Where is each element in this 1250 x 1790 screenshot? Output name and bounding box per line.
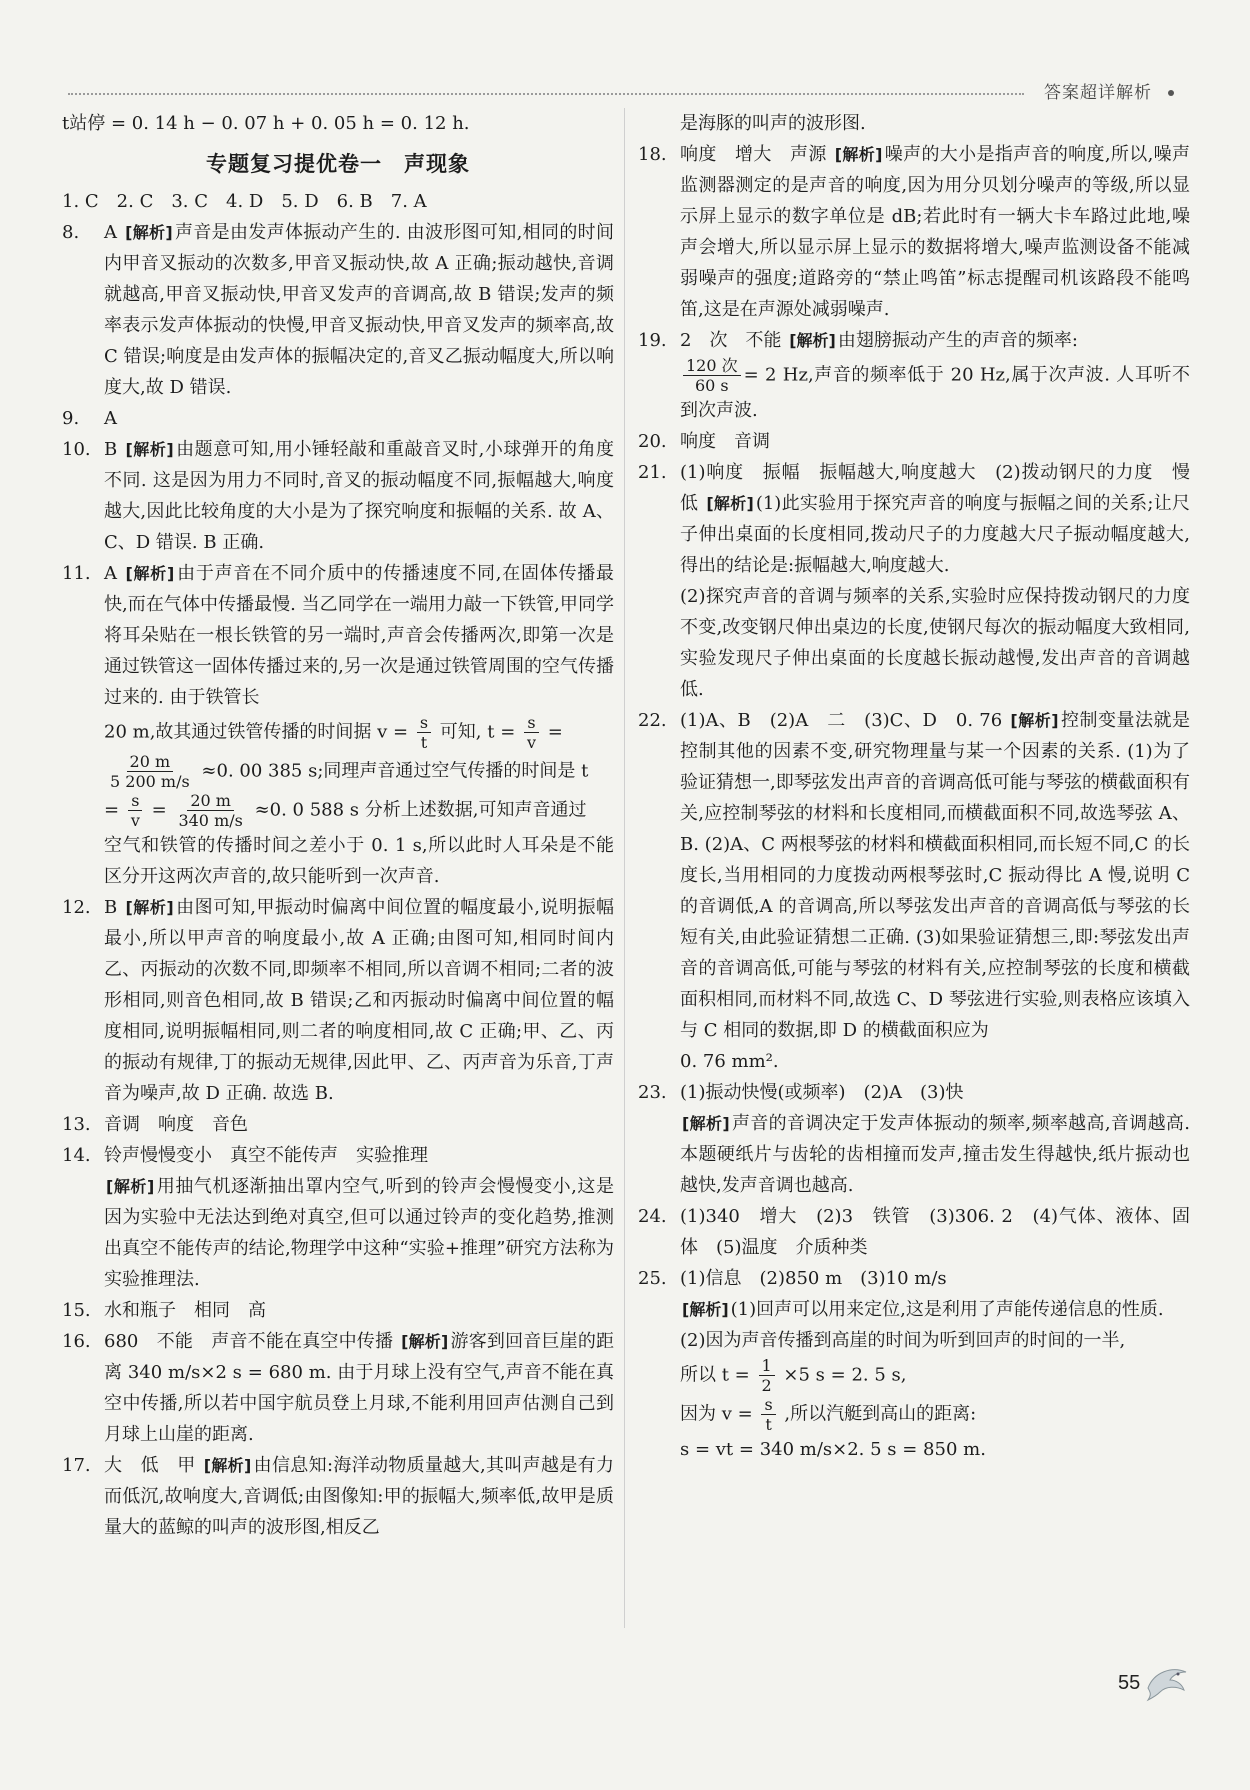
question-8 xyxy=(62,217,614,403)
fraction-s-over-v xyxy=(128,791,143,830)
question-number: 11. xyxy=(62,563,91,584)
analysis-text: 用抽气机逐渐抽出罩内空气,听到的铃声会慢慢变小,这是因为实验中无法达到绝对真空,但可以通过铃声的变化趋势,推测出真空不能传声的结论,物理学中这种“实验+推理”研究方法称为实验推理法. xyxy=(104,1176,614,1290)
analysis-text: 声音是由发声体振动产生的. 由波形图可知,相同的时间内甲音叉振动的次数多,甲音叉振动快,故 A 正确;振动越快,音调就越高,甲音叉振动快,甲音叉发声的音调高,故 B 错误;发声的频率表示发声体振动的快慢,甲音叉振动快,甲音叉发声的频率高,故 C 错误;响度是由发声体的振幅决定的,音叉乙振动幅度大,所以响度大,故 D 错误. xyxy=(104,222,614,398)
answer: 680 不能 声音不能在真空中传播 xyxy=(104,1331,394,1352)
question-number: 17. xyxy=(62,1455,91,1476)
analysis-tag: [解析] xyxy=(125,898,174,917)
fraction-120-over-60 xyxy=(683,356,741,395)
question-number: 15. xyxy=(62,1300,91,1321)
question-number: 22. xyxy=(638,710,667,731)
question-number: 16. xyxy=(62,1331,91,1352)
question-9 xyxy=(62,403,614,434)
analysis-tag: [解析] xyxy=(125,440,174,459)
formula-text: 20 m,故其通过铁管传播的时间据 v = xyxy=(104,721,409,743)
answer: 水和瓶子 相同 高 xyxy=(104,1300,266,1321)
denominator: t xyxy=(420,733,428,752)
dolphin-icon xyxy=(1142,1658,1192,1708)
question-12 xyxy=(62,892,614,1109)
analysis-tag: [解析] xyxy=(125,223,173,242)
formula-line-3 xyxy=(104,791,614,830)
analysis-tag: [解析] xyxy=(682,1300,729,1319)
formula-text: 因为 v = xyxy=(680,1403,753,1425)
question-number: 14. xyxy=(62,1145,91,1166)
analysis-tag: [解析] xyxy=(203,1456,252,1475)
answer: 2 次 不能 xyxy=(680,330,782,351)
top-formula-line: t站停 = 0. 14 h − 0. 07 h + 0. 05 h = 0. 12 h. xyxy=(62,113,470,134)
denominator: t xyxy=(765,1415,772,1434)
header-rule xyxy=(68,93,1024,95)
formula-line-1 xyxy=(680,1356,1190,1395)
numerator: 20 m xyxy=(187,791,234,811)
answer: A xyxy=(104,563,117,584)
question-number: 13. xyxy=(62,1114,91,1135)
answer: A xyxy=(104,408,117,429)
numerator: 120 次 xyxy=(683,356,741,376)
analysis-text: 游客到回音巨崖的距离 340 m/s×2 s = 680 m. 由于月球上没有空气,声音不能在真空中传播,所以若中国宇航员登上月球,不能利用回声估测自己到月球上山崖的距离. xyxy=(104,1331,615,1445)
analysis-tag: [解析] xyxy=(789,331,836,350)
column-divider xyxy=(624,108,625,1628)
denominator: v xyxy=(130,811,140,830)
numerator: s xyxy=(761,1395,775,1415)
page-number: 55 xyxy=(1118,1672,1141,1694)
answer: 响度 增大 声源 xyxy=(680,144,827,165)
formula-text: = xyxy=(104,799,120,821)
analysis-tag: [解析] xyxy=(1010,711,1059,730)
question-15 xyxy=(62,1295,614,1326)
question-number: 21. xyxy=(638,462,667,483)
analysis-text: 由翅膀振动产生的声音的频率: xyxy=(837,330,1078,351)
header-dot xyxy=(1168,90,1174,96)
formula-text: 所以 t = xyxy=(680,1364,750,1386)
analysis-tag: [解析] xyxy=(125,564,175,583)
answer: B xyxy=(104,897,118,918)
answer: (1)振动快慢(或频率) (2)A (3)快 xyxy=(680,1082,964,1103)
question-18 xyxy=(638,139,1190,325)
answer: 音调 响度 音色 xyxy=(104,1114,248,1135)
question-17 xyxy=(62,1450,614,1543)
numerator: 20 m xyxy=(127,752,174,772)
analysis-text: (1)回声可以用来定位,这是利用了声能传递信息的性质. xyxy=(730,1299,1164,1320)
answer: 大 低 甲 xyxy=(104,1455,196,1476)
analysis-tag: [解析] xyxy=(706,494,754,513)
analysis-text: (1)此实验用于探究声音的响度与振幅之间的关系;让尺子伸出桌面的长度相同,拨动尺子的力度越大尺子振动幅度越大,得出的结论是:振幅越大,响度越大. xyxy=(680,493,1190,576)
analysis-text: 空气和铁管的传播时间之差小于 0. 1 s,所以此时人耳朵是不能区分开这两次声音的,故只能听到一次声音. xyxy=(104,835,614,887)
analysis-text: 控制变量法就是控制其他的因素不变,研究物理量与某一个因素的关系. (1)为了验证猜想一,即琴弦发出声音的音调高低可能与琴弦的横截面积有关,应控制琴弦的材料和长度相同,而横截面积不同,故选琴弦 A、B. (2)A、C 两根琴弦的材料和横截面积相同,而长短不同,C 的长度长,当用相同的力度拨动两根琴弦时,C 振动得比 A 慢,说明 C 的音调低,A 的音调高,所以琴弦发出声音的音调高低与琴弦的长短有关,由此验证猜想二正确. (3)如果验证猜想三,即:琴弦发出声音的音调高低,可能与琴弦的材料有关,应控制琴弦的长度和横截面积相同,而材料不同,故选 C、D 琴弦进行实验,则表格应该填入与 C 相同的数据,即 D 的横截面积应为 xyxy=(680,710,1190,1041)
question-number: 23. xyxy=(638,1082,667,1103)
question-14 xyxy=(62,1140,614,1295)
answers-1-7: 1. C 2. C 3. C 4. D 5. D 6. B 7. A xyxy=(62,191,427,212)
analysis-text: 由图可知,甲振动时偏离中间位置的幅度最小,说明振幅最小,所以甲声音的响度最小,故 A 正确;由图可知,相同时间内乙、丙振动的次数不同,即频率不相同,所以音调不相同;二者的波形相同,则音色相同,故 B 错误;乙和丙振动时偏离中间位置的幅度相同,说明振幅相同,则二者的响度相同,故 C 正确;甲、乙、丙的振动有规律,丁的振动无规律,因此甲、乙、丙声音为乐音,丁声音为噪声,故 D 正确. 故选 B. xyxy=(104,897,614,1104)
formula-text: = xyxy=(151,799,167,821)
question-number: 8. xyxy=(62,222,80,243)
fraction-s-over-v xyxy=(524,713,539,752)
formula-text: ×5 s = 2. 5 s, xyxy=(783,1364,907,1386)
formula-text: 可知, t = xyxy=(439,721,516,743)
answer: (1)340 增大 (2)3 铁管 (3)306. 2 (4)气体、液体、固体 (5)温度 介质种类 xyxy=(680,1206,1190,1258)
analysis-text: 由题意可知,用小锤轻敲和重敲音叉时,小球弹开的角度不同. 这是因为用力不同时,音叉的振动幅度不同,振幅越大,响度越大,因此比较角度的大小是为了探究响度和振幅的关系. 故 A、C、D 错误. B 正确. xyxy=(104,439,614,553)
answer: A xyxy=(104,222,117,243)
fraction-20m-over-5200 xyxy=(107,752,193,791)
answer: 铃声慢慢变小 真空不能传声 实验推理 xyxy=(104,1145,428,1166)
formula-line-2 xyxy=(680,1395,1190,1434)
formula-text: = xyxy=(547,721,563,743)
fraction-one-half xyxy=(759,1356,775,1395)
fraction-s-over-t xyxy=(761,1395,775,1434)
formula-line-1 xyxy=(104,713,614,752)
question-number: 25. xyxy=(638,1268,667,1289)
fraction-s-over-t xyxy=(417,713,431,752)
question-22 xyxy=(638,705,1190,1077)
analysis-tag: [解析] xyxy=(401,1332,449,1351)
analysis-text: 由于声音在不同介质中的传播速度不同,在固体传播最快,而在气体中传播最慢. 当乙同学在一端用力敲一下铁管,甲同学将耳朵贴在一根长铁管的另一端时,声音会传播两次,即第一次是通过铁管这一固体传播过来的,另一次是通过铁管周围的空气传播过来的. 由于铁管长 xyxy=(104,563,614,708)
analysis-text: 噪声的大小是指声音的响度,所以,噪声监测器测定的是声音的响度,因为用分贝划分噪声的等级,所以显示屏上显示的数字单位是 dB;若此时有一辆大卡车路过此地,噪声会增大,所以显示屏上显示的数据将增大,噪声监测设备不能减弱噪声的强度;道路旁的“禁止鸣笛”标志提醒司机该路段不能鸣笛,这是在声源处减弱噪声. xyxy=(680,144,1190,320)
analysis-text: (2)因为声音传播到高崖的时间为听到回声的时间的一半, xyxy=(680,1330,1126,1351)
right-column xyxy=(638,108,1208,1465)
formula-line-3: s = vt = 340 m/s×2. 5 s = 850 m. xyxy=(680,1439,986,1460)
question-24 xyxy=(638,1201,1190,1263)
question-number: 20. xyxy=(638,431,667,452)
formula-text: ≈0. 0 588 s 分析上述数据,可知声音通过 xyxy=(254,799,587,821)
question-number: 10. xyxy=(62,439,91,460)
question-11 xyxy=(62,558,614,892)
left-column xyxy=(62,108,614,1543)
header-label: 答案超详解析 xyxy=(1044,83,1152,103)
numerator: s xyxy=(128,791,142,811)
numerator: s xyxy=(417,713,431,733)
area-value: 0. 76 xyxy=(680,1051,726,1072)
section-title: 专题复习提优卷一 声现象 xyxy=(206,152,470,176)
analysis-text: 声音的音调决定于发声体振动的频率,频率越高,音调越高. 本题硬纸片与齿轮的齿相撞而发声,撞击发生得越快,纸片振动也越快,发声音调也越高. xyxy=(680,1113,1190,1196)
denominator: 340 m/s xyxy=(178,811,243,830)
analysis-tag: [解析] xyxy=(106,1177,155,1196)
analysis-tag: [解析] xyxy=(682,1114,730,1133)
answer: B xyxy=(104,439,118,460)
denominator: 2 xyxy=(761,1376,772,1395)
question-number: 18. xyxy=(638,144,667,165)
denominator: 60 s xyxy=(694,376,729,395)
question-13 xyxy=(62,1109,614,1140)
formula-text: ≈0. 00 385 s;同理声音通过空气传播的时间是 t xyxy=(201,760,589,782)
question-10 xyxy=(62,434,614,558)
formula-line-2 xyxy=(104,752,614,791)
answer: (1)响度 振幅 振幅越大,响度越大 (2)拨动钢尺的力度 慢 低 xyxy=(680,462,1208,514)
question-number: 19. xyxy=(638,330,667,351)
question-23 xyxy=(638,1077,1190,1201)
analysis-text: = 2 Hz,声音的频率低于 20 Hz,属于次声波. 人耳听不到次声波. xyxy=(680,364,1190,421)
question-25 xyxy=(638,1263,1190,1465)
answer: (1)A、B (2)A 二 (3)C、D 0. 76 xyxy=(680,710,1003,731)
continuation-text: 是海豚的叫声的波形图. xyxy=(680,113,866,134)
numerator: s xyxy=(524,713,538,733)
formula-text: ,所以汽艇到高山的距离: xyxy=(784,1403,977,1425)
question-20 xyxy=(638,426,1190,457)
denominator: 5 200 m/s xyxy=(110,772,190,791)
question-19 xyxy=(638,325,1190,426)
fraction-20m-over-340 xyxy=(175,791,245,830)
question-21 xyxy=(638,457,1208,705)
answer: (1)信息 (2)850 m (3)10 m/s xyxy=(680,1268,947,1289)
question-number: 9. xyxy=(62,408,80,429)
numerator: 1 xyxy=(759,1356,775,1376)
analysis-tag: [解析] xyxy=(834,145,883,164)
question-number: 12. xyxy=(62,897,91,918)
analysis-text: (2)探究声音的音调与频率的关系,实验时应保持拨动钢尺的力度不变,改变钢尺伸出桌边的长度,使钢尺每次的振动幅度大致相同,实验发现尺子伸出桌面的长度越长振动越慢,发出声音的音调越低. xyxy=(680,586,1190,700)
question-16 xyxy=(62,1326,614,1450)
area-unit: mm². xyxy=(731,1051,779,1072)
denominator: v xyxy=(527,733,537,752)
analysis-text: 由信息知:海洋动物质量越大,其叫声越是有力而低沉,故响度大,音调低;由图像知:甲的振幅大,频率低,故甲是质量大的蓝鲸的叫声的波形图,相反乙 xyxy=(104,1455,614,1538)
answer: 响度 音调 xyxy=(680,431,770,452)
question-number: 24. xyxy=(638,1206,667,1227)
